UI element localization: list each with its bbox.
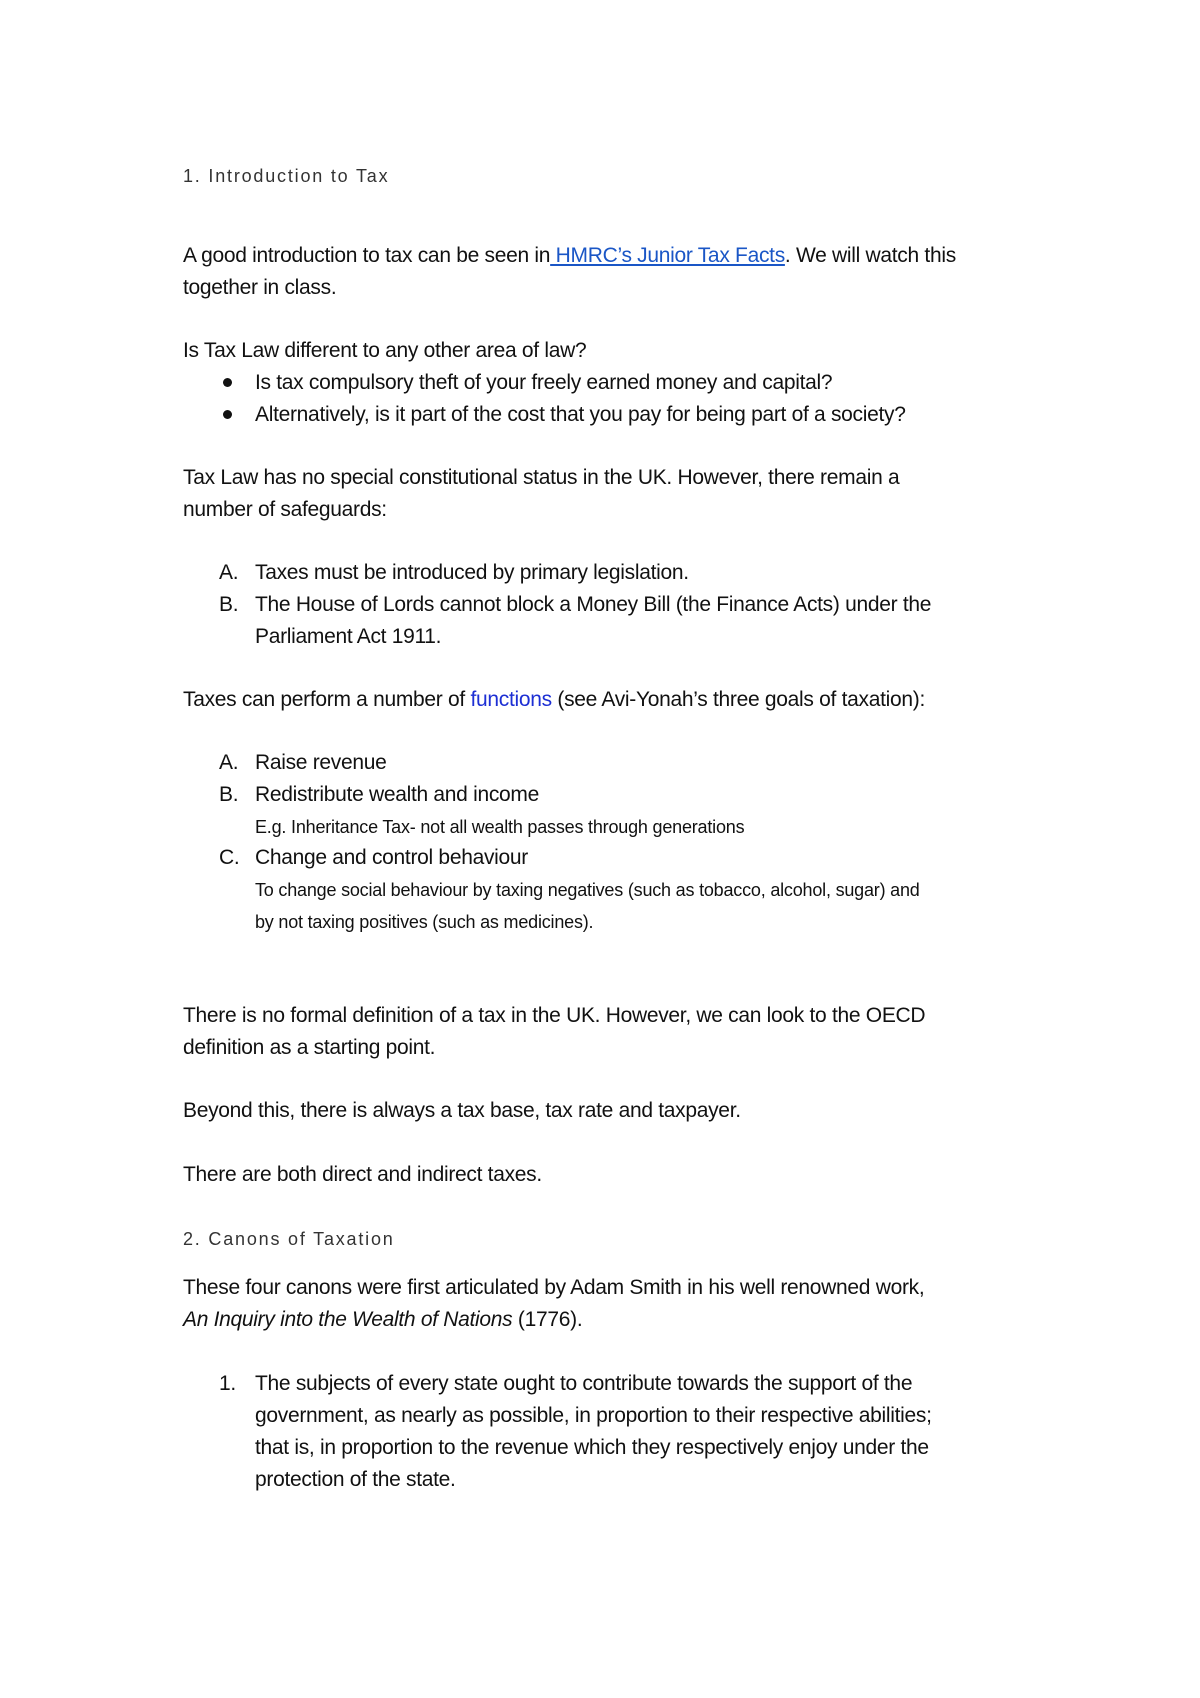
book-title: An Inquiry into the Wealth of Nations xyxy=(183,1308,513,1331)
canon-text: government, as nearly as possible, in proportion to their respective abilities; xyxy=(255,1404,932,1427)
function-text: Change and control behaviour xyxy=(255,846,528,869)
intro-text: A good introduction to tax can be seen in xyxy=(183,244,551,267)
functions-text: Taxes can perform a number of xyxy=(183,688,471,711)
intro-text-after-link: . We will watch this xyxy=(784,244,956,267)
section-1-heading: 1. Introduction to Tax xyxy=(183,166,390,186)
list-marker: 1. xyxy=(219,1372,236,1395)
canons-intro-line1: These four canons were first articulated by Adam Smith in his well renowned work, xyxy=(183,1276,925,1299)
safeguard-text: Parliament Act 1911. xyxy=(255,625,442,648)
status-paragraph-line2: number of safeguards: xyxy=(183,498,387,521)
canon-text: protection of the state. xyxy=(255,1468,456,1491)
book-year: (1776). xyxy=(512,1308,583,1331)
bullet-icon xyxy=(223,410,232,419)
safeguard-text: The House of Lords cannot block a Money Bill (the Finance Acts) under the xyxy=(255,593,932,616)
list-marker: B. xyxy=(219,783,239,806)
direct-indirect-paragraph: There are both direct and indirect taxes. xyxy=(183,1163,542,1186)
question-text: Is Tax Law different to any other area of law? xyxy=(183,339,587,362)
definition-paragraph-line2: definition as a starting point. xyxy=(183,1036,436,1059)
intro-paragraph-line1 xyxy=(183,240,1043,272)
bullet-icon xyxy=(223,378,232,387)
list-marker: A. xyxy=(219,561,239,584)
function-note: To change social behaviour by taxing negatives (such as tobacco, alcohol, sugar) and xyxy=(255,880,920,900)
status-paragraph-line1: Tax Law has no special constitutional status in the UK. However, there remain a xyxy=(183,466,900,489)
functions-paragraph xyxy=(183,684,1043,716)
functions-text-after: (see Avi-Yonah’s three goals of taxation): xyxy=(551,688,925,711)
hmrc-junior-tax-facts-link[interactable]: HMRC’s Junior Tax Facts xyxy=(550,244,785,267)
canon-text: The subjects of every state ought to contribute towards the support of the xyxy=(255,1372,913,1395)
definition-paragraph-line1: There is no formal definition of a tax in the UK. However, we can look to the OECD xyxy=(183,1004,926,1027)
list-marker: A. xyxy=(219,751,239,774)
bullet-text: Is tax compulsory theft of your freely earned money and capital? xyxy=(255,371,833,394)
function-note: by not taxing positives (such as medicines). xyxy=(255,912,594,932)
bullet-text: Alternatively, is it part of the cost that you pay for being part of a society? xyxy=(255,403,906,426)
function-text: Redistribute wealth and income xyxy=(255,783,539,806)
list-marker: B. xyxy=(219,593,239,616)
beyond-paragraph: Beyond this, there is always a tax base, tax rate and taxpayer. xyxy=(183,1099,741,1122)
section-2-heading: 2. Canons of Taxation xyxy=(183,1229,395,1249)
list-marker: C. xyxy=(219,846,240,869)
function-note: E.g. Inheritance Tax- not all wealth passes through generations xyxy=(255,817,745,837)
functions-highlight: functions xyxy=(470,688,552,711)
safeguard-text: Taxes must be introduced by primary legislation. xyxy=(255,561,689,584)
intro-paragraph-line2: together in class. xyxy=(183,276,337,299)
canon-text: that is, in proportion to the revenue which they respectively enjoy under the xyxy=(255,1436,929,1459)
function-text: Raise revenue xyxy=(255,751,387,774)
canons-intro-line2 xyxy=(183,1304,1043,1336)
